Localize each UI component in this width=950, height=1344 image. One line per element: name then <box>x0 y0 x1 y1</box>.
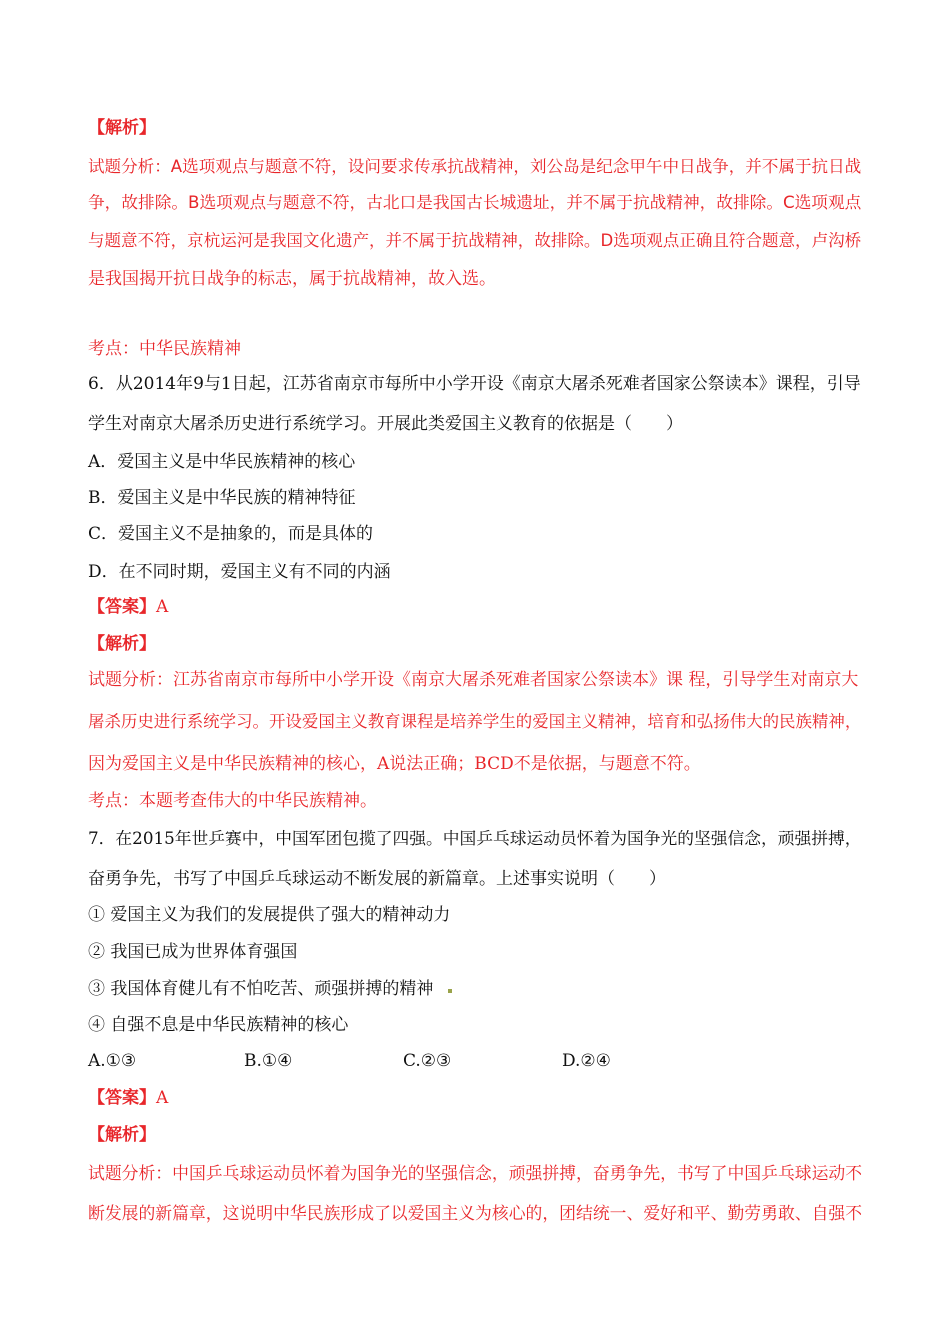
q7-stem-line-1: 7．在2015年世乒赛中，中国军团包揽了四强。中国乒乓球运动员怀着为国争光的坚强信念，顽强拼搏， <box>88 828 862 848</box>
q6-option-b: B．爱国主义是中华民族的精神特征 <box>88 488 356 508</box>
q7-choice-d: D.②④ <box>562 1051 611 1071</box>
q7-analysis-label: 【解析】 <box>88 1125 156 1145</box>
q7-analysis-line-2: 断发展的新篇章，这说明中华民族形成了以爱国主义为核心的，团结统一、爱好和平、勤劳勇敢、自强不 <box>88 1203 863 1223</box>
q7-analysis-line-1: 试题分析：中国乒乓球运动员怀着为国争光的坚强信念，顽强拼搏，奋勇争先，书写了中国乒乓球运动不 <box>88 1163 863 1183</box>
q5-analysis-label: 【解析】 <box>88 118 156 138</box>
q6-answer-value: A <box>156 597 169 617</box>
q6-analysis-line-2: 屠杀历史进行系统学习。开设爱国主义教育课程是培养学生的爱国主义精神，培育和弘扬伟大的民族精神， <box>88 712 862 731</box>
q5-analysis-line-1: 试题分析：A选项观点与题意不符，设问要求传承抗战精神，刘公岛是纪念甲午中日战争，并不属于抗日战 <box>88 157 862 176</box>
q6-analysis-line-1: 试题分析：江苏省南京市每所中小学开设《南京大屠杀死难者国家公祭读本》课 程，引导学生对南京大 <box>88 670 859 690</box>
q6-option-c: C．爱国主义不是抽象的，而是具体的 <box>88 524 374 544</box>
q7-choice-b: B.①④ <box>244 1051 293 1071</box>
q6-answer-label: 【答案】 <box>88 597 156 617</box>
q6-stem-line-2: 学生对南京大屠杀历史进行系统学习。开展此类爱国主义教育的依据是（ ） <box>88 414 683 434</box>
q6-answer <box>88 595 168 619</box>
q7-choice-c: C.②③ <box>403 1051 452 1071</box>
q5-analysis-line-2: 争，故排除。B选项观点与题意不符，古北口是我国古长城遗址，并不属于抗战精神，故排除。C选项观点 <box>88 193 862 212</box>
q5-kaodian: 考点：中华民族精神 <box>88 339 241 359</box>
q6-kaodian: 考点：本题考查伟大的中华民族精神。 <box>88 791 377 811</box>
q6-stem-line-1: 6．从2014年9与1日起，江苏省南京市每所中小学开设《南京大屠杀死难者国家公祭读本》课程，引导 <box>88 374 861 394</box>
q6-analysis-line-3: 因为爱国主义是中华民族精神的核心，A说法正确；BCD不是依据，与题意不符。 <box>88 754 701 774</box>
q7-stem-line-2: 奋勇争先，书写了中国乒乓球运动不断发展的新篇章。上述事实说明（ ） <box>88 869 666 889</box>
stray-mark <box>448 989 452 993</box>
q7-statement-1: ① 爱国主义为我们的发展提供了强大的精神动力 <box>88 905 451 925</box>
q6-analysis-label: 【解析】 <box>88 634 156 654</box>
q7-answer-label: 【答案】 <box>88 1088 156 1108</box>
q5-analysis-line-3: 与题意不符，京杭运河是我国文化遗产，并不属于抗战精神，故排除。D选项观点正确且符合题意，卢沟桥 <box>88 231 862 250</box>
q6-option-d: D．在不同时期，爱国主义有不同的内涵 <box>88 562 391 582</box>
q7-statement-4: ④ 自强不息是中华民族精神的核心 <box>88 1015 349 1035</box>
q5-analysis-line-4: 是我国揭开抗日战争的标志，属于抗战精神，故入选。 <box>88 269 496 289</box>
q7-statement-2: ② 我国已成为世界体育强国 <box>88 942 298 962</box>
q6-option-a: A．爱国主义是中华民族精神的核心 <box>88 452 356 472</box>
q7-answer <box>88 1086 168 1110</box>
q7-statement-3: ③ 我国体育健儿有不怕吃苦、顽强拼搏的精神 <box>88 979 434 999</box>
q7-answer-value: A <box>156 1088 169 1108</box>
q7-choice-a: A.①③ <box>88 1051 137 1071</box>
